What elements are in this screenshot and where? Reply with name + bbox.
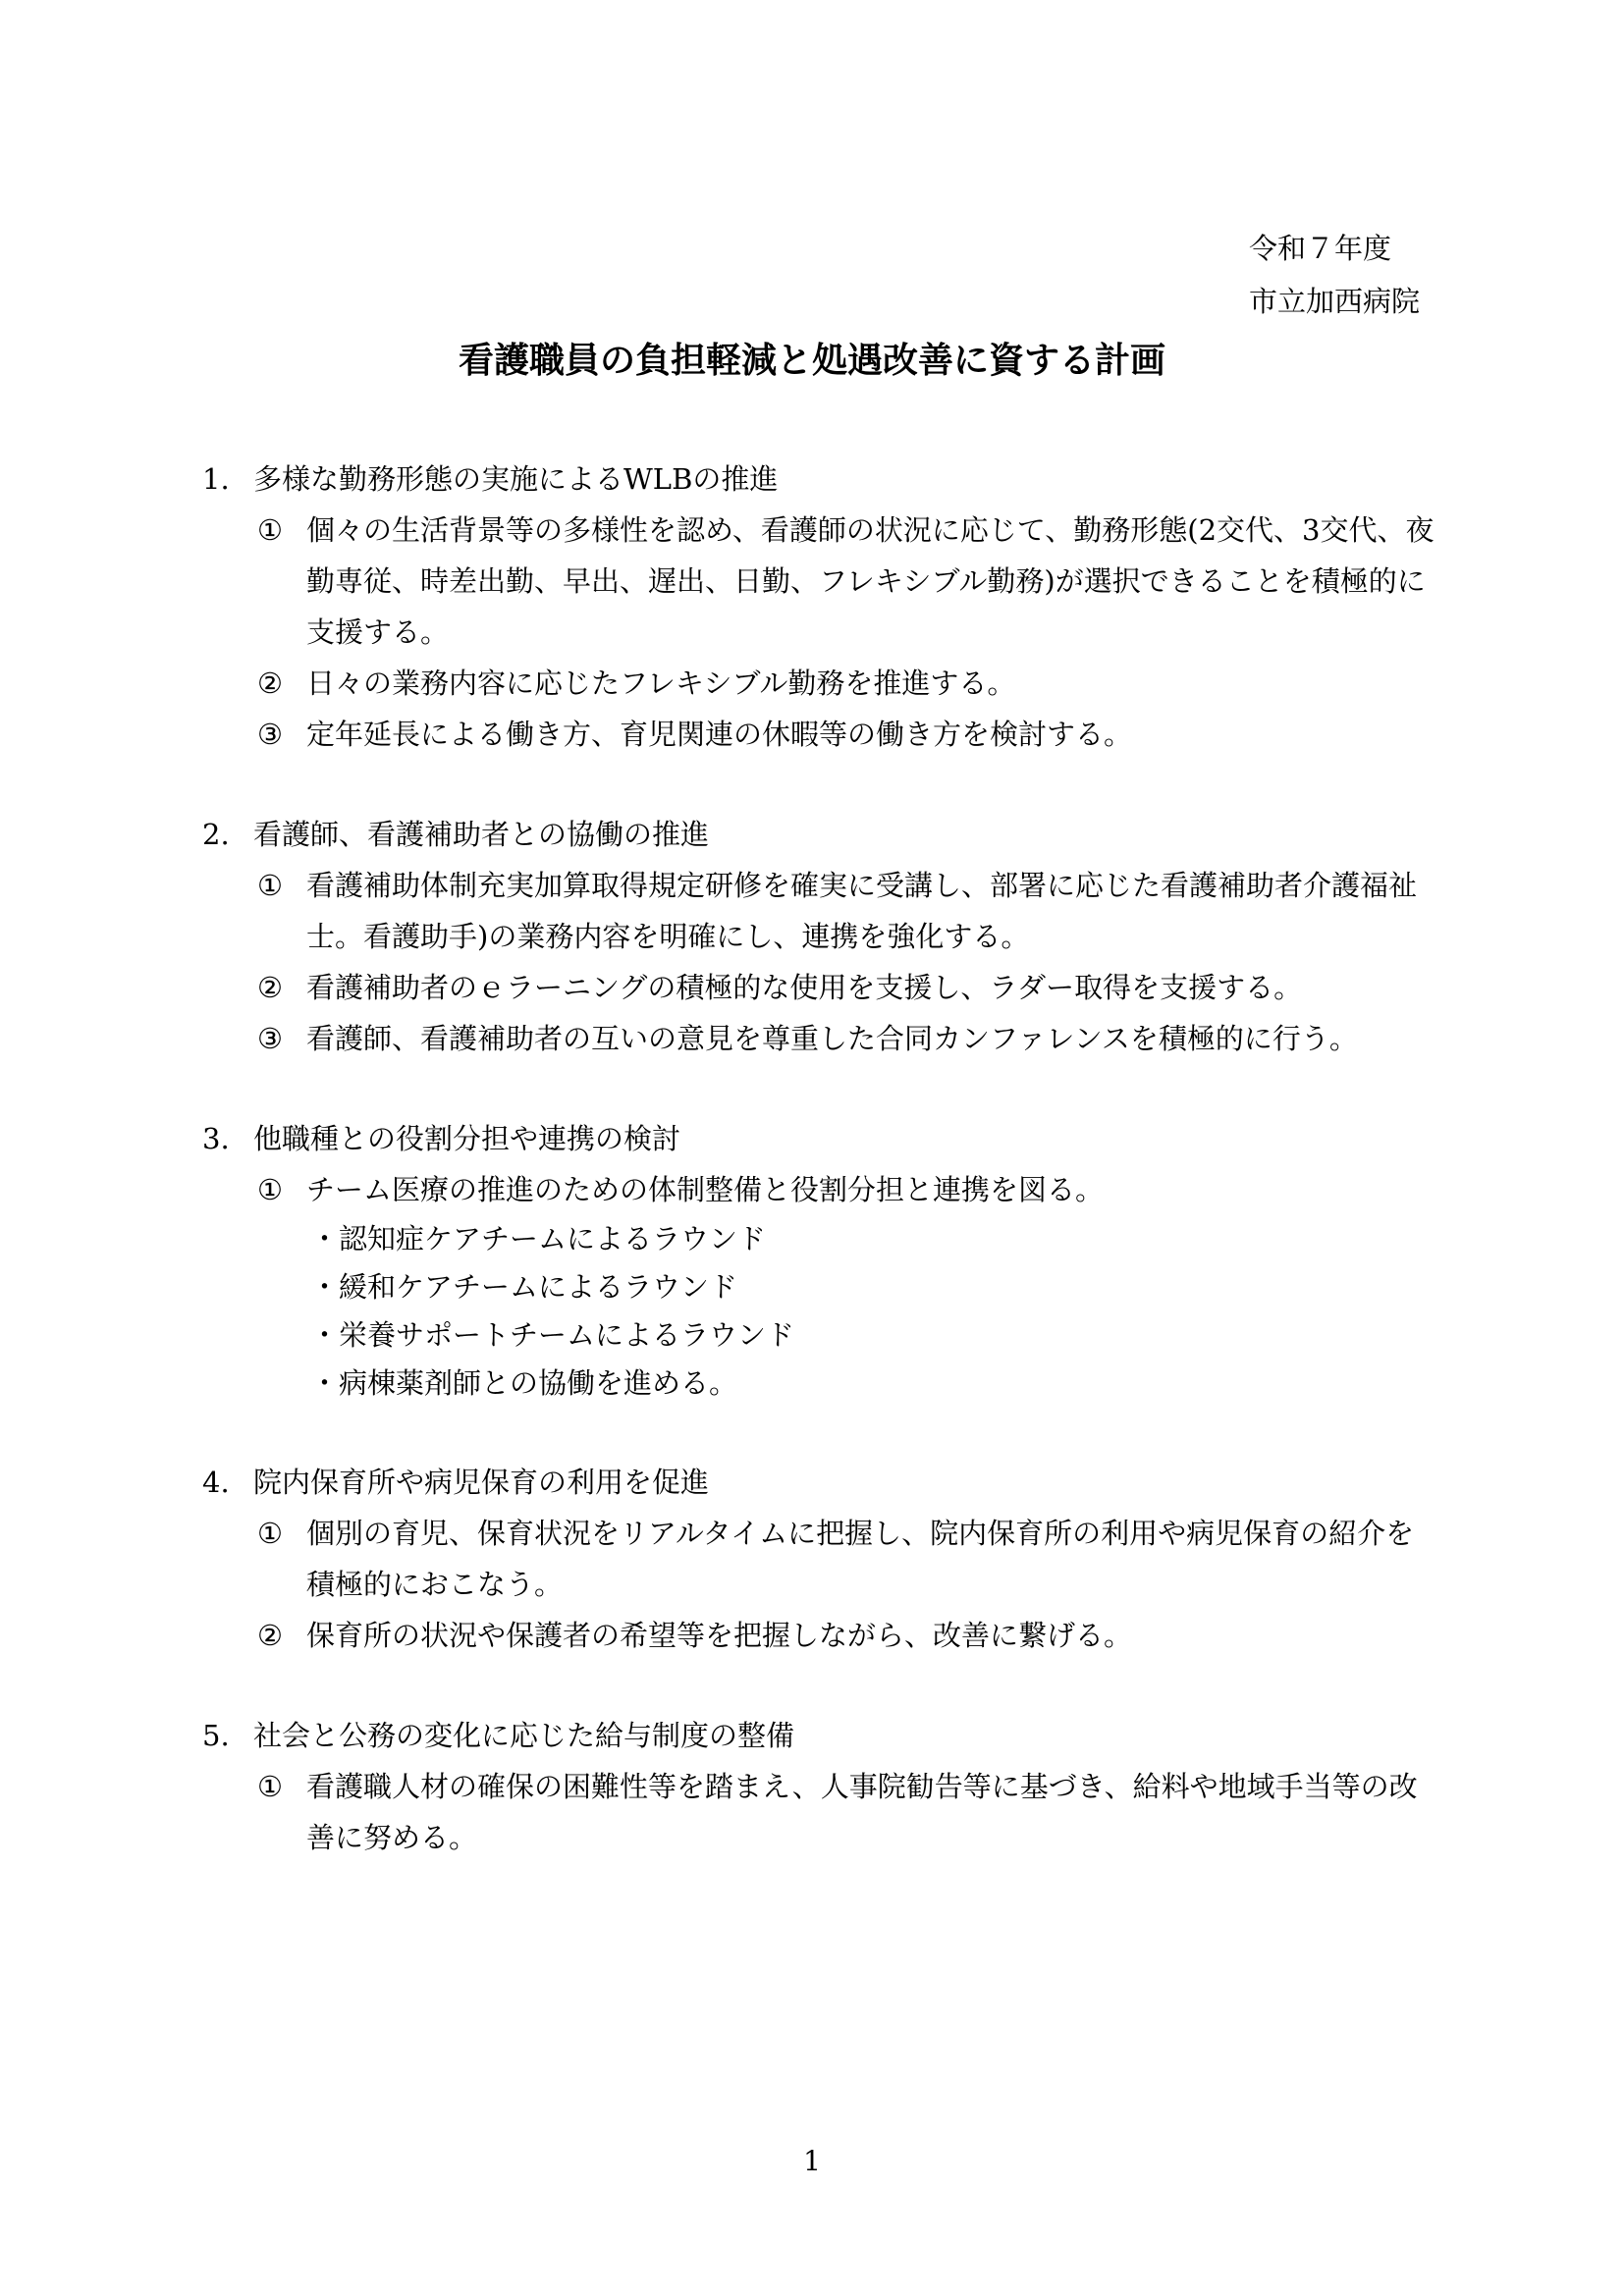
item-marker: ③ xyxy=(257,718,283,751)
section-4 xyxy=(202,1457,1439,1661)
document-header xyxy=(1249,222,1420,328)
section-heading xyxy=(202,1457,1439,1508)
section-1 xyxy=(202,454,1439,760)
item-text: 看護補助者のｅラーニングの積極的な使用を支援し、ラダー取得を支援する。 xyxy=(306,971,1303,1004)
list-item xyxy=(257,1013,1439,1064)
item-marker: ② xyxy=(257,667,283,700)
document-body xyxy=(202,454,1439,1912)
item-marker: ② xyxy=(257,971,283,1004)
section-number: 1. xyxy=(202,462,230,496)
document-title: 看護職員の負担軽減と処遇改善に資する計画 xyxy=(458,341,1165,381)
section-number: 3. xyxy=(202,1122,230,1155)
item-marker: ② xyxy=(257,1619,283,1652)
organization-name: 市立加西病院 xyxy=(1249,285,1421,318)
item-text: 個々の生活背景等の多様性を認め、看護師の状況に応じて、勤務形態(2交代、3交代、夜勤専従、時差出勤、早出、遅出、日勤、フレキシブル勤務)が選択できることを積極的に支援する。 xyxy=(306,513,1435,649)
item-text: 保育所の状況や保護者の希望等を把握しながら、改善に繋げる。 xyxy=(306,1619,1133,1652)
list-item xyxy=(257,658,1439,709)
item-marker: ① xyxy=(257,1770,283,1803)
section-number: 5. xyxy=(202,1719,230,1752)
list-item xyxy=(257,709,1439,760)
list-item xyxy=(257,1761,1439,1863)
section-3 xyxy=(202,1113,1439,1408)
bullet-item: ・栄養サポートチームによるラウンド xyxy=(310,1318,795,1352)
item-marker: ① xyxy=(257,1517,283,1550)
list-item xyxy=(257,505,1439,658)
section-heading xyxy=(202,809,1439,860)
section-2 xyxy=(202,809,1439,1064)
section-title: 看護師、看護補助者との協働の推進 xyxy=(253,818,710,851)
item-text: 個別の育児、保育状況をリアルタイムに把握し、院内保育所の利用や病児保育の紹介を積極的におこなう。 xyxy=(306,1517,1415,1601)
section-heading xyxy=(202,454,1439,505)
section-number: 2. xyxy=(202,818,230,851)
list-item xyxy=(257,1508,1439,1610)
item-text: 看護職人材の確保の困難性等を踏まえ、人事院勧告等に基づき、給料や地域手当等の改善に努める。 xyxy=(306,1770,1418,1854)
bullet-item: ・緩和ケアチームによるラウンド xyxy=(310,1270,738,1304)
item-marker: ① xyxy=(257,869,283,902)
section-heading xyxy=(202,1113,1439,1164)
section-number: 4. xyxy=(202,1466,230,1499)
item-text: チーム医療の推進のための体制整備と役割分担と連携を図る。 xyxy=(306,1173,1105,1206)
item-marker: ① xyxy=(257,1173,283,1206)
list-item xyxy=(257,1610,1439,1661)
list-item xyxy=(257,962,1439,1013)
item-text: 看護補助体制充実加算取得規定研修を確実に受講し、部署に応じた看護補助者介護福祉士。看護助手)の業務内容を明確にし、連携を強化する。 xyxy=(306,869,1418,953)
item-text: 日々の業務内容に応じたフレキシブル勤務を推進する。 xyxy=(306,667,1016,700)
section-title: 他職種との役割分担や連携の検討 xyxy=(253,1122,681,1155)
item-text: 定年延長による働き方、育児関連の休暇等の働き方を検討する。 xyxy=(306,718,1133,751)
section-title: 多様な勤務形態の実施によるWLBの推進 xyxy=(253,462,779,496)
item-marker: ① xyxy=(257,513,283,547)
bullet-item: ・病棟薬剤師との協働を進める。 xyxy=(310,1366,738,1400)
fiscal-year: 令和７年度 xyxy=(1249,232,1392,265)
item-text: 看護師、看護補助者の互いの意見を尊重した合同カンファレンスを積極的に行う。 xyxy=(306,1022,1358,1055)
item-marker: ③ xyxy=(257,1022,283,1055)
list-item xyxy=(257,860,1439,962)
bullet-item: ・認知症ケアチームによるラウンド xyxy=(310,1222,767,1255)
section-title: 社会と公務の変化に応じた給与制度の整備 xyxy=(253,1719,795,1752)
page-number: 1 xyxy=(803,2145,821,2177)
section-title: 院内保育所や病児保育の利用を促進 xyxy=(253,1466,710,1499)
list-item xyxy=(257,1164,1439,1215)
section-5 xyxy=(202,1710,1439,1863)
section-heading xyxy=(202,1710,1439,1761)
